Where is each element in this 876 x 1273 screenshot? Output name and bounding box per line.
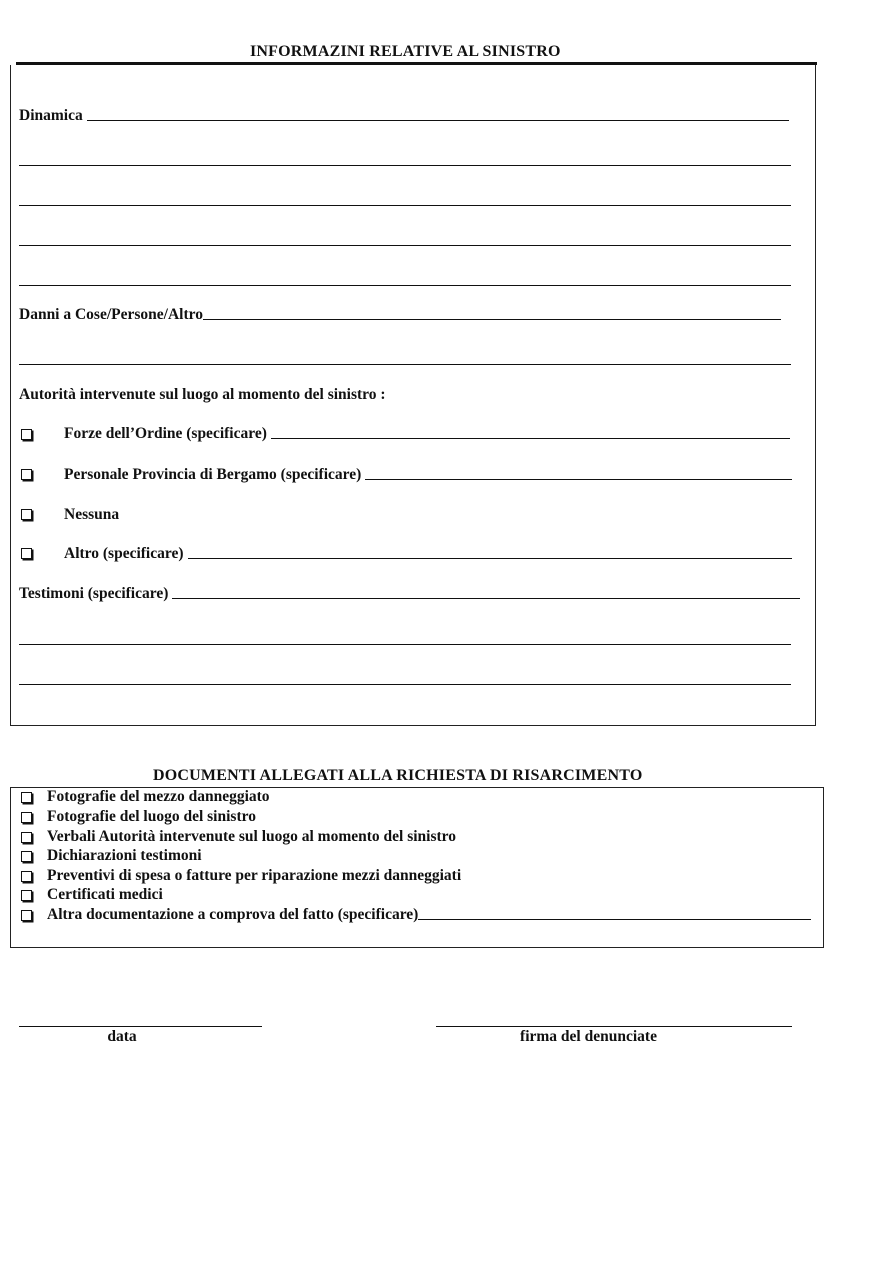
danni-input-line[interactable]	[203, 318, 781, 320]
checkbox-preventivi[interactable]	[21, 871, 32, 882]
altro-specify-line[interactable]	[188, 557, 792, 559]
dinamica-row	[19, 107, 789, 125]
testimoni-line-2[interactable]	[19, 644, 791, 645]
document-label: Fotografie del luogo del sinistro	[47, 808, 256, 825]
dinamica-line-2[interactable]	[19, 165, 791, 166]
option-label: Nessuna	[64, 506, 120, 523]
danni-line-2[interactable]	[19, 364, 791, 365]
date-label: data	[107, 1028, 137, 1045]
checkbox-foto-mezzo[interactable]	[21, 792, 32, 803]
signature-line[interactable]	[436, 1026, 792, 1027]
checkbox-dichiarazioni[interactable]	[21, 851, 32, 862]
document-label: Verbali Autorità intervenute sul luogo al momento del sinistro	[47, 828, 457, 845]
forze-specify-line[interactable]	[271, 437, 790, 439]
dinamica-line-3[interactable]	[19, 205, 791, 206]
testimoni-line-3[interactable]	[19, 684, 791, 685]
document-label: Certificati medici	[47, 886, 163, 903]
option-label: Personale Provincia di Bergamo (specificare)	[64, 466, 362, 483]
checkbox-altra-documentazione[interactable]	[21, 910, 32, 921]
testimoni-label: Testimoni (specificare)	[19, 585, 169, 602]
dinamica-input-line[interactable]	[87, 119, 789, 121]
danni-row	[19, 306, 781, 324]
document-label: Dichiarazioni testimoni	[47, 847, 202, 864]
signature-label: firma del denunciate	[520, 1028, 657, 1045]
option-label: Altro (specificare)	[64, 545, 184, 562]
document-label: Preventivi di spesa o fatture per riparazione mezzi danneggiati	[47, 867, 462, 884]
testimoni-row	[19, 585, 800, 603]
dinamica-line-4[interactable]	[19, 245, 791, 246]
document-label: Altra documentazione a comprova del fatto (specificare)	[47, 906, 419, 923]
checkbox-nessuna[interactable]	[21, 509, 32, 520]
section-title-incident-info: INFORMAZINI RELATIVE AL SINISTRO	[250, 43, 561, 60]
checkbox-foto-luogo[interactable]	[21, 812, 32, 823]
section-title-documents: DOCUMENTI ALLEGATI ALLA RICHIESTA DI RISARCIMENTO	[153, 767, 643, 784]
altra-documentazione-line[interactable]	[418, 918, 811, 920]
dinamica-line-5[interactable]	[19, 285, 791, 286]
date-line[interactable]	[19, 1026, 262, 1027]
checkbox-certificati[interactable]	[21, 890, 32, 901]
checkbox-personale-provincia[interactable]	[21, 469, 32, 480]
danni-label: Danni a Cose/Persone/Altro	[19, 306, 203, 323]
dinamica-label: Dinamica	[19, 107, 83, 124]
checkbox-verbali[interactable]	[21, 832, 32, 843]
checkbox-altro[interactable]	[21, 548, 32, 559]
autorita-label: Autorità intervenute sul luogo al momento del sinistro :	[19, 386, 386, 403]
option-label: Forze dell’Ordine (specificare)	[64, 425, 267, 442]
personale-specify-line[interactable]	[365, 478, 792, 480]
checkbox-forze-ordine[interactable]	[21, 429, 32, 440]
document-label: Fotografie del mezzo danneggiato	[47, 788, 270, 805]
testimoni-input-line[interactable]	[172, 597, 800, 599]
